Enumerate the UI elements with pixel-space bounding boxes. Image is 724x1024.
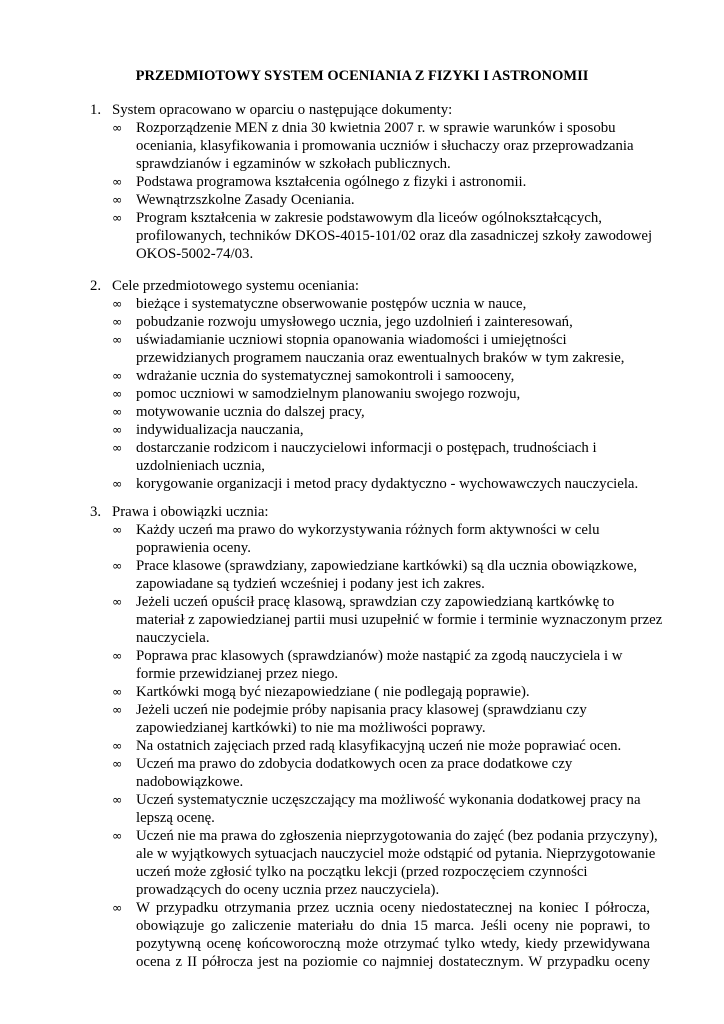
list-item [0,755,650,791]
list-item-text: obowiązuje go zaliczenie materiału do dnia 15 marca. Jeśli oceny nie poprawi, to [136,918,650,934]
infinity-bullet-icon: ∞ [112,522,123,537]
list-item-text: pomoc uczniowi w samodzielnym planowaniu swojego rozwoju, [136,386,521,402]
list-item [0,313,650,331]
list-item-text: sprawdzianów i egzaminów w szkołach publicznych. [136,156,451,172]
list-item [0,737,650,755]
list-item-text: bieżące i systematyczne obserwowanie postępów ucznia w nauce, [136,296,527,312]
section-number: 3. [90,504,102,520]
infinity-bullet-icon: ∞ [112,594,123,609]
infinity-bullet-icon: ∞ [112,296,123,311]
list-item-text: pobudzanie rozwoju umysłowego ucznia, jego uzdolnień i zainteresowań, [136,314,573,330]
list-item [0,173,650,191]
list-item-text: Uczeń ma prawo do zdobycia dodatkowych ocen za prace dodatkowe czy [136,756,573,772]
infinity-bullet-icon: ∞ [112,900,123,915]
infinity-bullet-icon: ∞ [112,738,123,753]
list-item-text: Program kształcenia w zakresie podstawowym dla liceów ogólnokształcących, [136,210,602,226]
list-item-text: uzdolnieniach ucznia, [136,458,266,474]
list-item-text: Poprawa prac klasowych (sprawdzianów) może nastąpić za zgodą nauczyciela i w [136,648,623,664]
list-item-text: oceniania, klasyfikowania i promowania uczniów i słuchaczy oraz przeprowadzania [136,138,634,154]
list-item-text: ale w wyjątkowych sytuacjach nauczyciel może odstąpić od pytania. Nieprzygotowanie [136,846,656,862]
list-item [0,439,650,475]
document-title: PRZEDMIOTOWY SYSTEM OCENIANIA Z FIZYKI I ASTRONOMII [135,68,589,84]
infinity-bullet-icon: ∞ [112,368,123,383]
infinity-bullet-icon: ∞ [112,386,123,401]
list-item-text: przewidzianych programem nauczania oraz ewentualnych braków w tym zakresie, [136,350,625,366]
bullet-list [0,521,724,971]
infinity-bullet-icon: ∞ [112,422,123,437]
list-item [0,827,658,899]
list-item-text: indywidualizacja nauczania, [136,422,304,438]
list-item-text: nauczyciela. [136,630,210,646]
infinity-bullet-icon: ∞ [112,792,123,807]
section-goals [0,277,724,493]
infinity-bullet-icon: ∞ [112,702,123,717]
list-item-text: Uczeń systematycznie uczęszczający ma możliwość wykonania dodatkowej pracy na [136,792,641,808]
list-item-text: Prace klasowe (sprawdziany, zapowiedziane kartkówki) są dla ucznia obowiązkowe, [136,558,638,574]
list-item [0,899,650,971]
list-item [0,209,653,263]
list-item-text: pozytywną ocenę końcoworoczną może otrzymać tylko wtedy, kiedy przewidywana [136,936,650,952]
list-item-text: profilowanych, techników DKOS-4015-101/02 oraz dla zasadniczej szkoły zawodowej [136,228,653,244]
list-item [0,521,650,557]
list-item-text: zapowiedzianej kartkówki) to nie ma możliwości poprawy. [136,720,486,736]
list-item [0,191,650,209]
list-item-text: Uczeń nie ma prawa do zgłoszenia nieprzygotowania do zajęć (bez podania przyczyny), [136,828,658,844]
list-item-text: Podstawa programowa kształcenia ogólnego z fizyki i astronomii. [136,174,527,190]
list-item [0,403,650,421]
bullet-list [0,295,724,493]
list-item [0,647,650,683]
list-item-text: wdrażanie ucznia do systematycznej samokontroli i samooceny, [136,368,515,384]
infinity-bullet-icon: ∞ [112,210,123,225]
list-item [0,475,650,493]
list-item-text: OKOS-5002-74/03. [136,246,254,262]
list-item-text: lepszą ocenę. [136,810,215,826]
list-item-text: ocena z II półrocza jest na poziomie co najmniej dostatecznym. W przypadku oceny [136,954,650,970]
list-item-text: dostarczanie rodzicom i nauczycielowi informacji o postępach, trudnościach i [136,440,597,456]
infinity-bullet-icon: ∞ [112,440,123,455]
infinity-bullet-icon: ∞ [112,120,123,135]
list-item-text: Jeżeli uczeń opuścił pracę klasową, sprawdzian czy zapowiedzianą kartkówkę to [136,594,615,610]
section-heading-text: Prawa i obowiązki ucznia: [112,504,269,520]
infinity-bullet-icon: ∞ [112,558,123,573]
list-item [0,791,650,827]
infinity-bullet-icon: ∞ [112,828,123,843]
list-item-text: korygowanie organizacji i metod pracy dydaktyczno - wychowawczych nauczyciela. [136,476,639,492]
list-item-text: Kartkówki mogą być niezapowiedziane ( nie podlegają poprawie). [136,684,530,700]
list-item [0,367,650,385]
section-heading [0,503,724,521]
list-item-text: Jeżeli uczeń nie podejmie próby napisania pracy klasowej (sprawdzianu czy [136,702,587,718]
list-item [0,701,650,737]
list-item-text: Wewnątrzszkolne Zasady Oceniania. [136,192,355,208]
infinity-bullet-icon: ∞ [112,648,123,663]
list-item-text: formie przewidzianej przez niego. [136,666,339,682]
section-number: 2. [90,278,102,294]
list-item-text: nadobowiązkowe. [136,774,244,790]
infinity-bullet-icon: ∞ [112,476,123,491]
section-rights-duties [0,503,724,971]
list-item-text: poprawienia oceny. [136,540,251,556]
list-item-text: motywowanie ucznia do dalszej pracy, [136,404,365,420]
list-item [0,119,650,173]
list-item-text: Rozporządzenie MEN z dnia 30 kwietnia 2007 r. w sprawie warunków i sposobu [136,120,616,136]
list-item-text: prowadzących do oceny ucznia przez nauczyciela). [136,882,440,898]
list-item [0,385,650,403]
list-item-text: Każdy uczeń ma prawo do wykorzystywania różnych form aktywności w celu [136,522,600,538]
list-item-text: uświadamianie uczniowi stopnia opanowania wiadomości i umiejętności [136,332,567,348]
list-item [0,557,650,593]
section-heading [0,277,724,295]
list-item-text: zapowiadane są tydzień wcześniej i podany jest ich zakres. [136,576,485,592]
section-heading-text: Cele przedmiotowego systemu oceniania: [112,278,359,294]
section-documents [0,101,724,263]
list-item [0,331,650,367]
list-item-text: W przypadku otrzymania przez ucznia oceny niedostatecznej na koniec I półrocza, [136,900,650,916]
list-item [0,421,650,439]
list-item-text: Na ostatnich zajęciach przed radą klasyfikacyjną uczeń nie może poprawiać ocen. [136,738,622,754]
bullet-list [0,119,724,263]
infinity-bullet-icon: ∞ [112,332,123,347]
list-item [0,295,650,313]
section-heading-text: System opracowano w oparciu o następujące dokumenty: [112,102,453,118]
list-item [0,683,650,701]
infinity-bullet-icon: ∞ [112,684,123,699]
section-number: 1. [90,102,102,118]
infinity-bullet-icon: ∞ [112,174,123,189]
section-heading [0,101,724,119]
infinity-bullet-icon: ∞ [112,404,123,419]
list-item [0,593,663,647]
list-item-text: materiał z zapowiedzianej partii musi uzupełnić w formie i terminie wyznaczonym przez [136,612,663,628]
infinity-bullet-icon: ∞ [112,192,123,207]
infinity-bullet-icon: ∞ [112,314,123,329]
list-item-text: uczeń może zgłosić tylko na początku lekcji (przed rozpoczęciem czynności [136,864,588,880]
infinity-bullet-icon: ∞ [112,756,123,771]
